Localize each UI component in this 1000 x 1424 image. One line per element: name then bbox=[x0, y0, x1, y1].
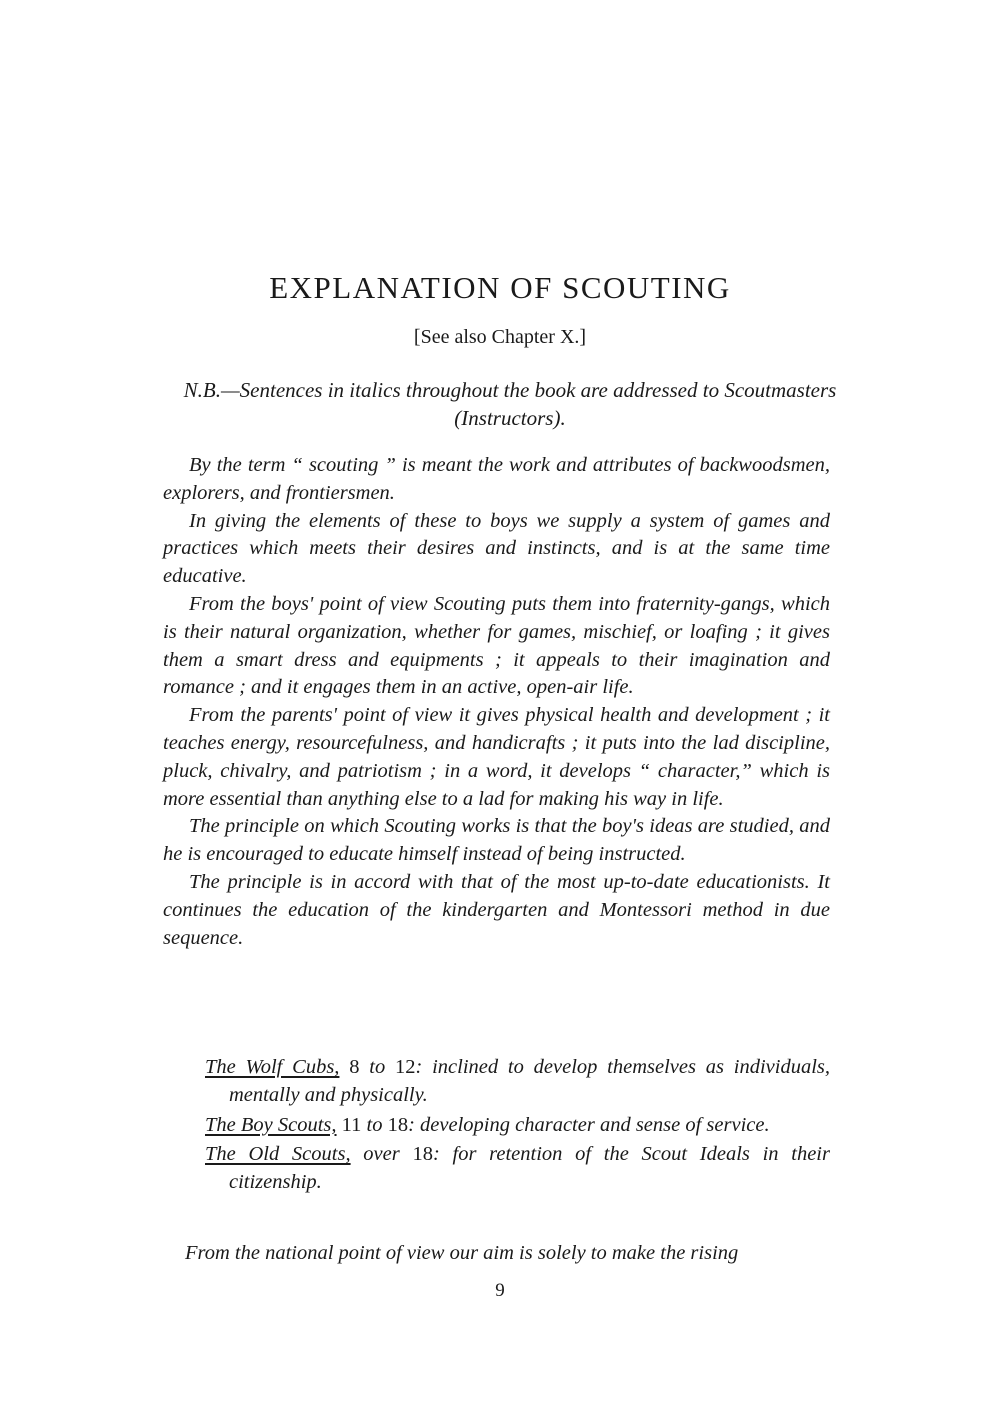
stage-boy-scouts bbox=[205, 1112, 830, 1140]
paragraph-educationists: The principle is in accord with that of the most up-to-date educationists. It continues the education of the kindergarten and Montessori method in due sequence. bbox=[163, 870, 830, 949]
stage-description: : inclined to develop themselves as individuals, mentally and physically. bbox=[229, 1056, 831, 1106]
chapter-title: EXPLANATION OF SCOUTING bbox=[269, 270, 731, 305]
stage-range-from: 8 bbox=[349, 1056, 360, 1078]
italics-note: N.B.—Sentences in italics throughout the book are addressed to Scoutmasters (Instructors). bbox=[183, 378, 837, 430]
stage-range-from: 18 bbox=[412, 1143, 433, 1166]
stage-description: : for retention of the Scout Ideals in their citizenship. bbox=[229, 1143, 830, 1194]
paragraph-elements: In giving the elements of these to boys we supply a system of games and practices which meets their desires and instincts, and is at the same time educative. bbox=[163, 509, 830, 588]
stage-range-to: 12 bbox=[395, 1056, 416, 1078]
stage-name: The Wolf Cubs, bbox=[205, 1056, 340, 1078]
stage-range-to: 18 bbox=[387, 1113, 409, 1136]
chapter-subtitle: [See also Chapter X.] bbox=[413, 326, 587, 348]
stage-old-scouts bbox=[205, 1141, 830, 1197]
stages-list bbox=[205, 1054, 830, 1199]
paragraph-national-view: From the national point of view our aim is solely to make the rising bbox=[185, 1242, 739, 1264]
paragraph-principle: The principle on which Scouting works is that the boy's ideas are studied, and he is encouraged to educate himself instead of being instructed. bbox=[163, 815, 830, 866]
paragraph-parents-view: From the parents' point of view it gives physical health and development ; it teaches energy, resourcefulness, and handicrafts ; it puts into the lad discipline, pluck, chivalry, and patriotism ; in a word, it develops “ character,” which is more essential than anything else to a lad for making his way in life. bbox=[163, 704, 830, 810]
stage-description: : developing character and sense of service. bbox=[408, 1113, 770, 1136]
stage-range-word: to bbox=[361, 1113, 388, 1136]
body-text bbox=[163, 452, 830, 952]
stage-range-word: over bbox=[350, 1143, 413, 1166]
stage-wolf-cubs bbox=[205, 1054, 830, 1110]
paragraph-scouting-term: By the term “ scouting ” is meant the work and attributes of backwoodsmen, explorers, and frontiersmen. bbox=[163, 454, 830, 504]
stage-name: The Boy Scouts, bbox=[205, 1113, 337, 1136]
stage-range-word: to bbox=[359, 1056, 395, 1078]
page-number: 9 bbox=[495, 1280, 505, 1301]
paragraph-boys-view: From the boys' point of view Scouting puts them into fraternity-gangs, which is their natural organization, whether for games, mischief, or loafing ; it gives them a smart dress and equipments ; it appeals to their imagination and romance ; and it engages them in an active, open-air life. bbox=[163, 592, 830, 699]
stage-name: The Old Scouts, bbox=[205, 1143, 351, 1166]
stage-range-from: 11 bbox=[341, 1113, 362, 1136]
